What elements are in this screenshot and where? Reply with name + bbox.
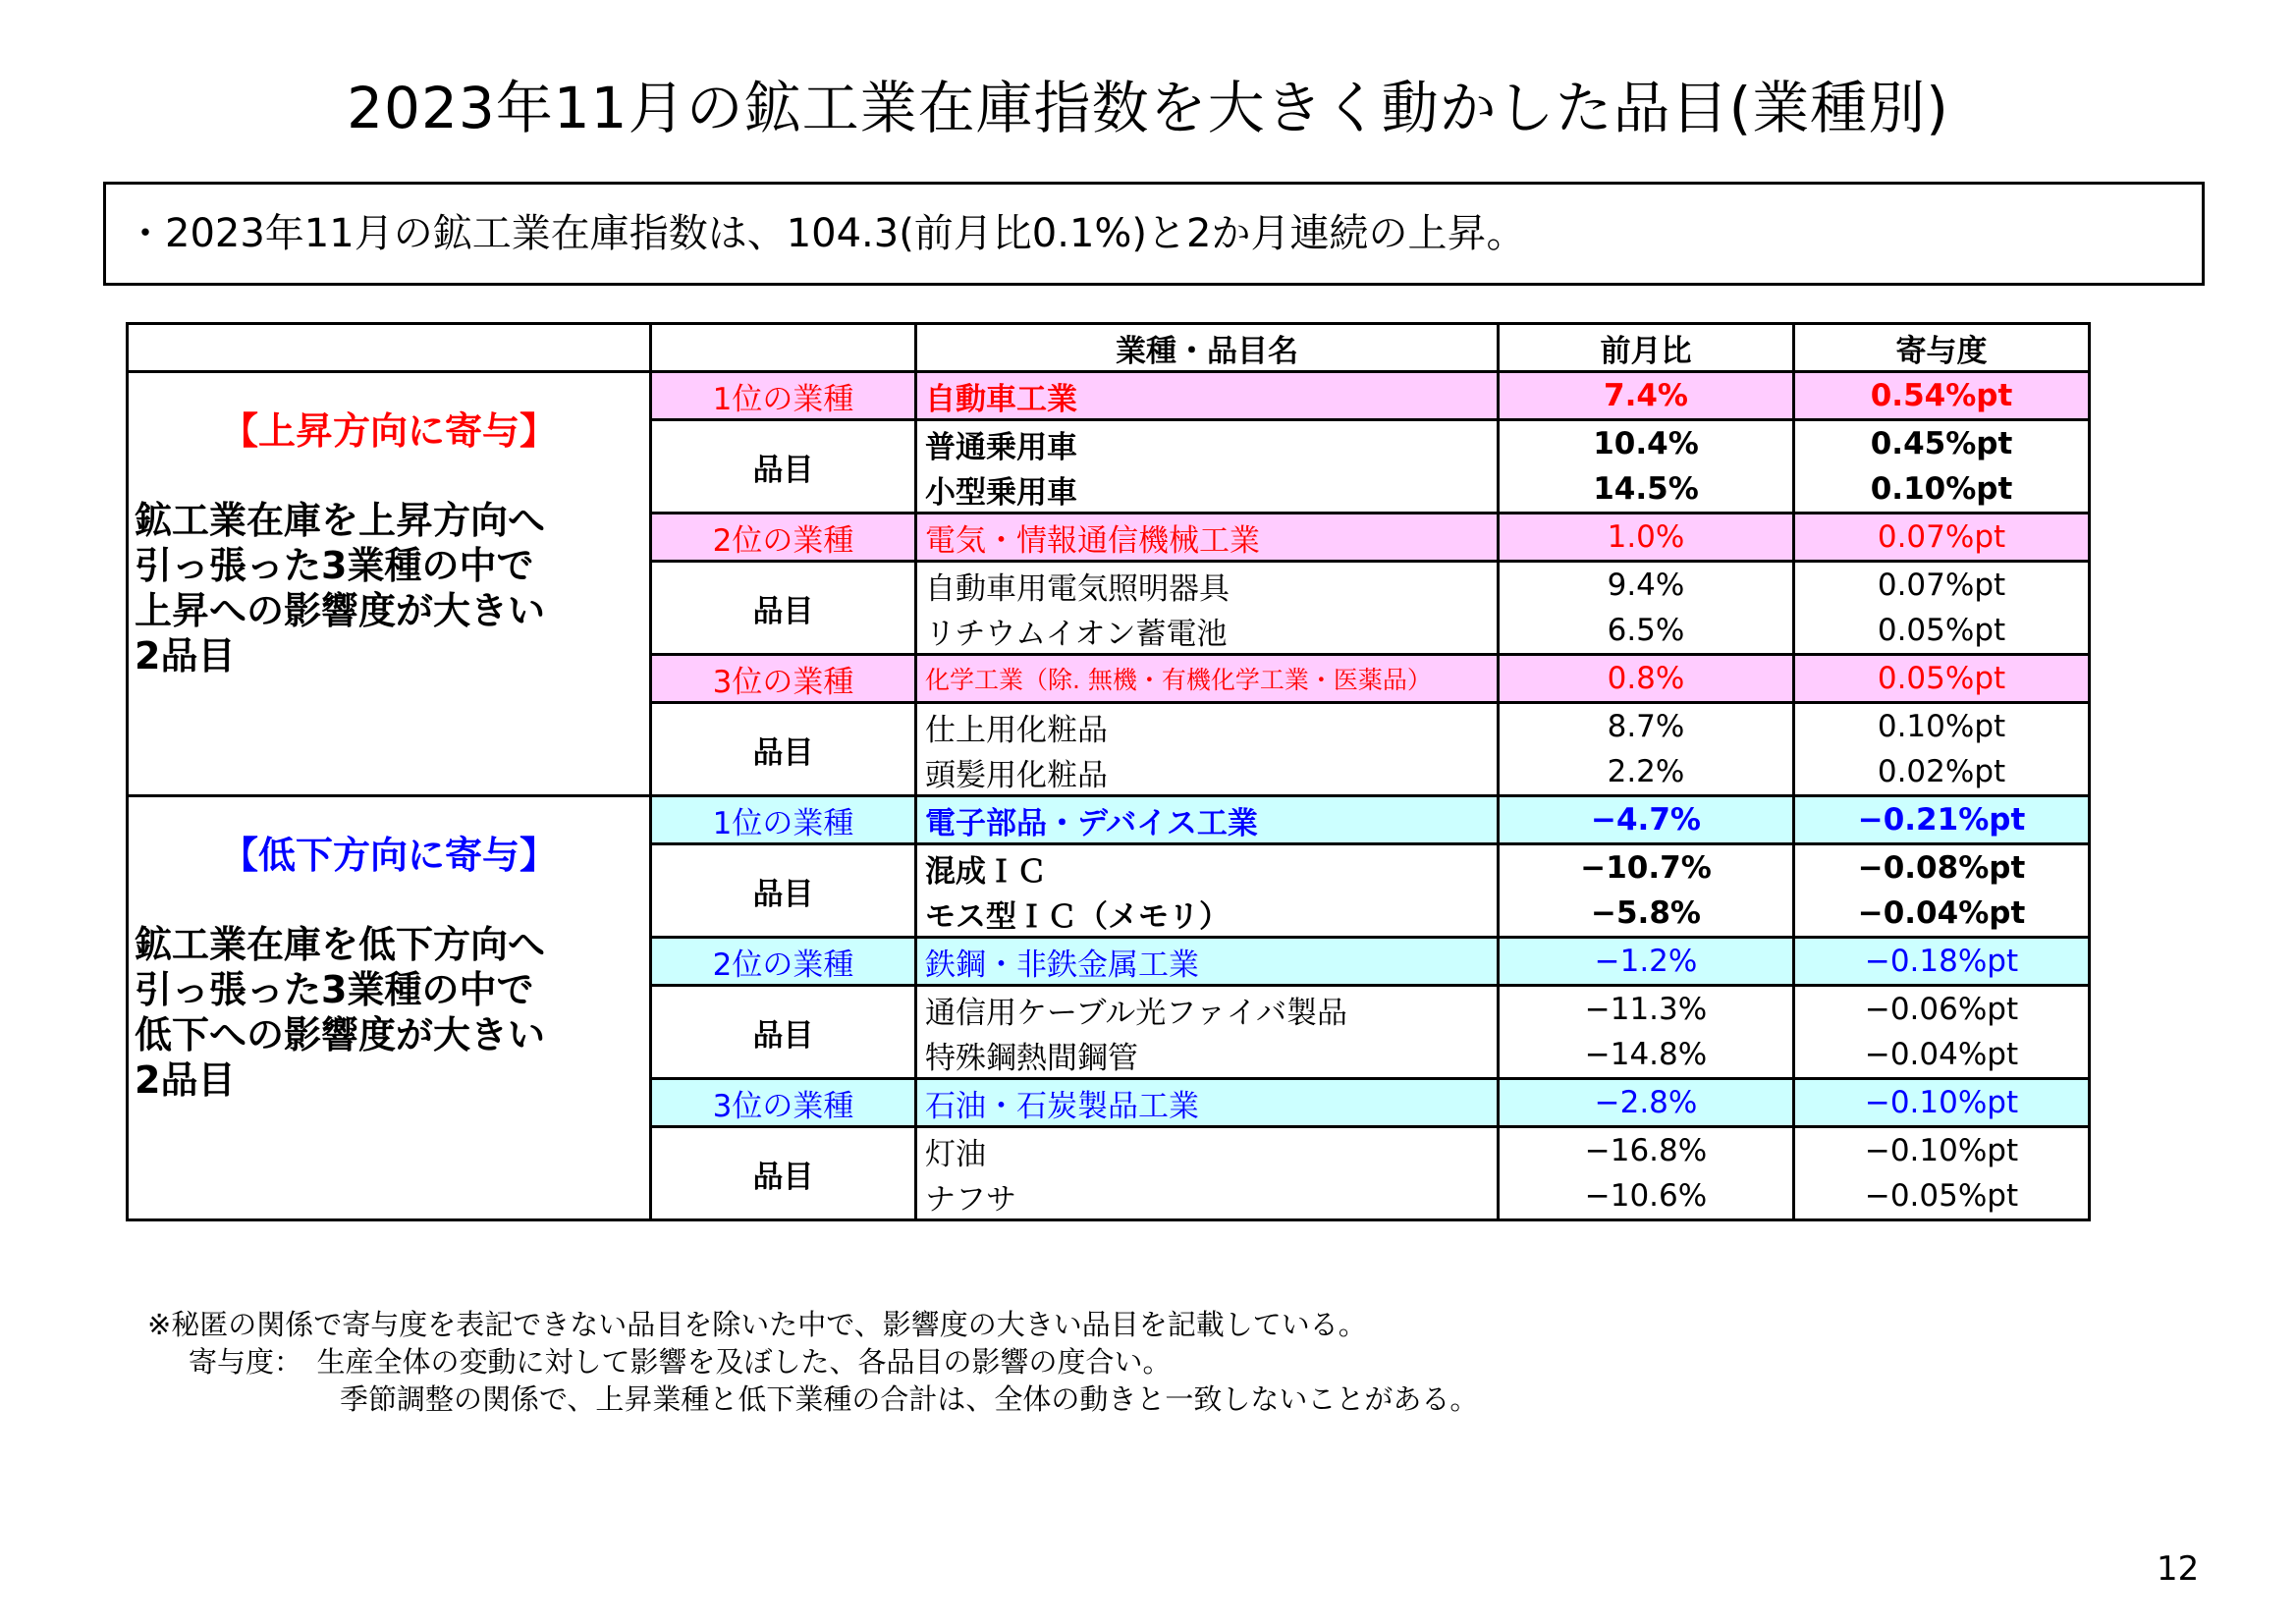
contribution-table — [126, 322, 2091, 1221]
industry-rank: 2位の業種 — [651, 514, 916, 562]
item-mom: 9.4% — [1499, 562, 1794, 609]
item-name: 自動車用電気照明器具 — [916, 562, 1499, 609]
item-contribution: 0.07%pt — [1794, 562, 2090, 609]
footnote-line: 寄与度： 生産全体の変動に対して影響を及ぼした、各品目の影響の度合い。 — [189, 1345, 1172, 1379]
header-blank — [128, 324, 651, 372]
items-label: 品目 — [651, 986, 916, 1079]
item-mom: −10.7% — [1499, 844, 1794, 892]
up-group-description — [129, 498, 649, 678]
page-title: 2023年11月の鉱工業在庫指数を大きく動かした品目(業種別) — [347, 75, 1949, 141]
summary-text: ・2023年11月の鉱工業在庫指数は、104.3(前月比0.1%)と2か月連続の上昇。 — [126, 211, 1526, 256]
up-desc-line: 上昇への影響度が大きい — [135, 589, 546, 632]
up-group-label-cell — [128, 372, 651, 796]
industry-name: 鉄鋼・非鉄金属工業 — [916, 938, 1499, 986]
header-name: 業種・品目名 — [916, 324, 1499, 372]
item-name: モス型ＩＣ（メモリ） — [916, 891, 1499, 938]
item-mom: −14.8% — [1499, 1032, 1794, 1079]
industry-name: 化学工業（除. 無機・有機化学工業・医薬品） — [916, 655, 1499, 703]
header-blank-2 — [651, 324, 916, 372]
item-mom: −10.6% — [1499, 1173, 1794, 1220]
item-name: 頭髪用化粧品 — [916, 749, 1499, 796]
industry-name: 電子部品・デバイス工業 — [916, 796, 1499, 844]
industry-contribution: 0.05%pt — [1794, 655, 2090, 703]
item-name: ナフサ — [916, 1173, 1499, 1220]
item-contribution: −0.10%pt — [1794, 1127, 2090, 1174]
down-group-description — [129, 922, 649, 1103]
item-name: 小型乗用車 — [916, 466, 1499, 514]
item-contribution: −0.08%pt — [1794, 844, 2090, 892]
down-desc-line: 鉱工業在庫を低下方向へ — [135, 923, 546, 966]
item-contribution: −0.06%pt — [1794, 986, 2090, 1033]
summary-box — [103, 182, 2205, 286]
item-name: 普通乗用車 — [916, 420, 1499, 467]
table-row — [128, 796, 2090, 844]
items-label: 品目 — [651, 420, 916, 514]
item-contribution: 0.10%pt — [1794, 703, 2090, 750]
industry-rank: 3位の業種 — [651, 1079, 916, 1127]
industry-mom: 0.8% — [1499, 655, 1794, 703]
industry-name: 電気・情報通信機械工業 — [916, 514, 1499, 562]
item-mom: 10.4% — [1499, 420, 1794, 467]
item-name: 灯油 — [916, 1127, 1499, 1174]
item-mom: 14.5% — [1499, 466, 1794, 514]
industry-rank: 1位の業種 — [651, 796, 916, 844]
item-contribution: 0.45%pt — [1794, 420, 2090, 467]
item-mom: 8.7% — [1499, 703, 1794, 750]
industry-contribution: −0.18%pt — [1794, 938, 2090, 986]
industry-mom: −2.8% — [1499, 1079, 1794, 1127]
industry-name: 石油・石炭製品工業 — [916, 1079, 1499, 1127]
industry-contribution: 0.07%pt — [1794, 514, 2090, 562]
item-contribution: 0.10%pt — [1794, 466, 2090, 514]
industry-rank: 1位の業種 — [651, 372, 916, 420]
down-group-label-cell — [128, 796, 651, 1220]
industry-name: 自動車工業 — [916, 372, 1499, 420]
down-group-heading: 【低下方向に寄与】 — [220, 834, 557, 877]
industry-mom: 1.0% — [1499, 514, 1794, 562]
item-mom: −16.8% — [1499, 1127, 1794, 1174]
industry-rank: 2位の業種 — [651, 938, 916, 986]
header-mom: 前月比 — [1499, 324, 1794, 372]
table-header-row — [128, 324, 2090, 372]
industry-contribution: −0.10%pt — [1794, 1079, 2090, 1127]
page-number: 12 — [2157, 1549, 2200, 1589]
item-contribution: −0.04%pt — [1794, 891, 2090, 938]
item-contribution: −0.05%pt — [1794, 1173, 2090, 1220]
industry-mom: −4.7% — [1499, 796, 1794, 844]
industry-rank: 3位の業種 — [651, 655, 916, 703]
table-row — [128, 372, 2090, 420]
item-name: 特殊鋼熱間鋼管 — [916, 1032, 1499, 1079]
footnote-line: 季節調整の関係で、上昇業種と低下業種の合計は、全体の動きと一致しないことがある。 — [340, 1382, 1479, 1416]
up-desc-line: 2品目 — [135, 634, 236, 677]
item-mom: −11.3% — [1499, 986, 1794, 1033]
up-desc-line: 鉱工業在庫を上昇方向へ — [135, 499, 546, 542]
item-mom: 2.2% — [1499, 749, 1794, 796]
items-label: 品目 — [651, 844, 916, 938]
industry-contribution: 0.54%pt — [1794, 372, 2090, 420]
down-desc-line: 低下への影響度が大きい — [135, 1013, 546, 1056]
down-desc-line: 引っ張った3業種の中で — [135, 968, 534, 1011]
footnotes — [147, 1306, 1478, 1418]
item-contribution: 0.05%pt — [1794, 608, 2090, 655]
header-contribution: 寄与度 — [1794, 324, 2090, 372]
item-name: リチウムイオン蓄電池 — [916, 608, 1499, 655]
item-mom: −5.8% — [1499, 891, 1794, 938]
up-group-heading: 【上昇方向に寄与】 — [220, 409, 557, 453]
item-name: 通信用ケーブル光ファイバ製品 — [916, 986, 1499, 1033]
items-label: 品目 — [651, 703, 916, 796]
items-label: 品目 — [651, 562, 916, 655]
item-contribution: 0.02%pt — [1794, 749, 2090, 796]
item-mom: 6.5% — [1499, 608, 1794, 655]
industry-contribution: −0.21%pt — [1794, 796, 2090, 844]
items-label: 品目 — [651, 1127, 916, 1220]
industry-mom: −1.2% — [1499, 938, 1794, 986]
item-contribution: −0.04%pt — [1794, 1032, 2090, 1079]
down-desc-line: 2品目 — [135, 1058, 236, 1102]
item-name: 仕上用化粧品 — [916, 703, 1499, 750]
up-desc-line: 引っ張った3業種の中で — [135, 544, 534, 587]
industry-mom: 7.4% — [1499, 372, 1794, 420]
footnote-line: ※秘匿の関係で寄与度を表記できない品目を除いた中で、影響度の大きい品目を記載している。 — [147, 1308, 1367, 1341]
item-name: 混成ＩＣ — [916, 844, 1499, 892]
